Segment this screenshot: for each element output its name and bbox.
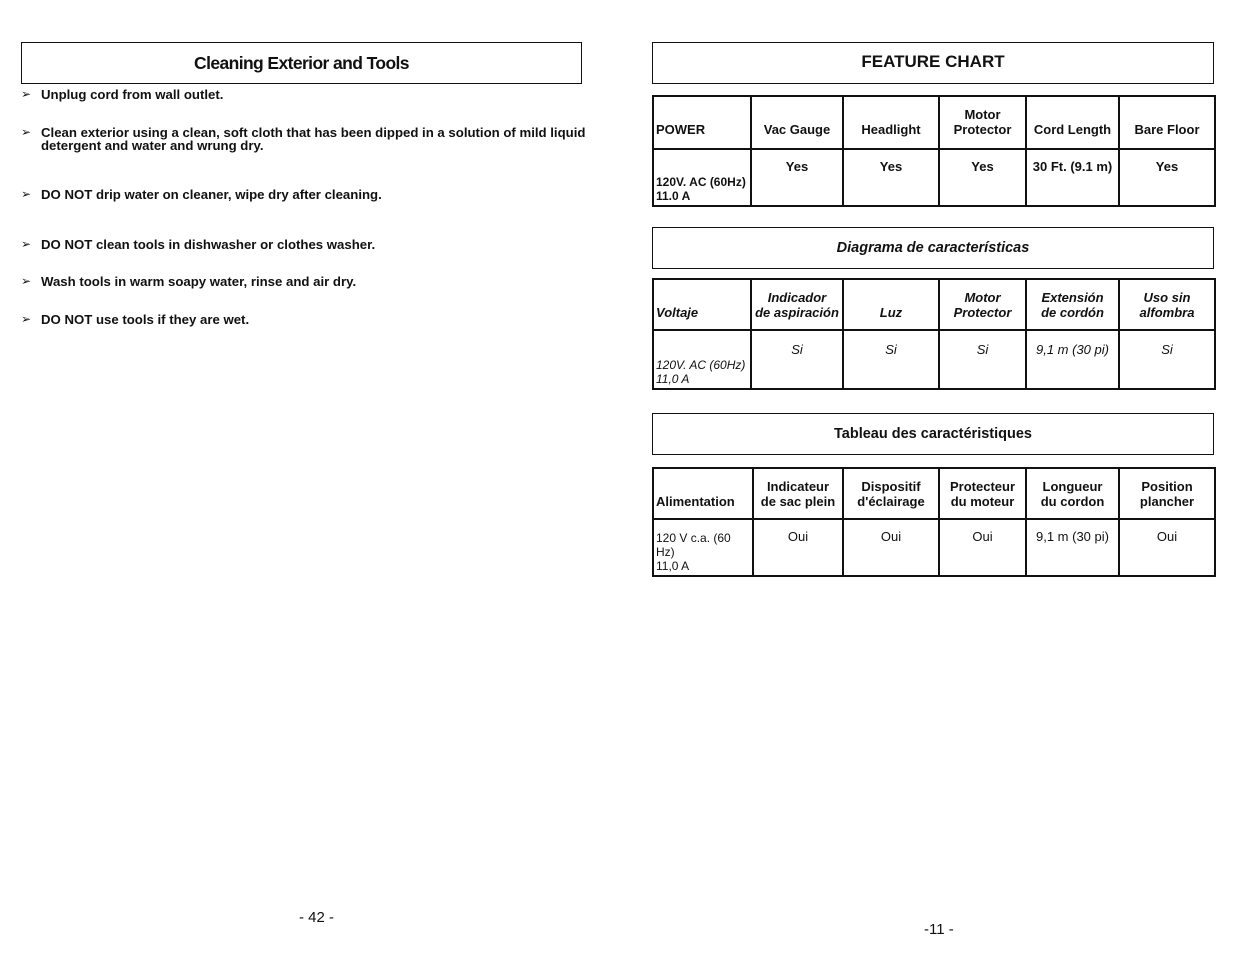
list-item-text: Unplug cord from wall outlet. <box>41 87 224 102</box>
header-cell: Indicateur de sac plein <box>753 468 843 519</box>
list-item <box>21 188 591 201</box>
value-cell: Si <box>1119 330 1215 389</box>
table-header-row <box>653 468 1215 519</box>
header-cell: Luz <box>843 279 939 330</box>
header-cell: Extensión de cordón <box>1026 279 1119 330</box>
header-cell: Voltaje <box>653 279 751 330</box>
feature-chart-title: FEATURE CHART <box>652 42 1214 84</box>
value-cell: Oui <box>753 519 843 576</box>
arrow-bullet-icon: ➢ <box>21 274 32 288</box>
value-cell: Si <box>843 330 939 389</box>
list-item <box>21 313 591 326</box>
header-cell: Headlight <box>843 96 939 149</box>
header-cell: Vac Gauge <box>751 96 843 149</box>
header-cell: POWER <box>653 96 751 149</box>
page-number-right: -11 - <box>924 921 954 938</box>
header-cell: Motor Protector <box>939 279 1026 330</box>
value-cell: Yes <box>751 149 843 206</box>
header-cell: Alimentation <box>653 468 753 519</box>
value-cell: Yes <box>843 149 939 206</box>
header-cell: Longueur du cordon <box>1026 468 1119 519</box>
list-item-text: Wash tools in warm soapy water, rinse and air dry. <box>41 274 357 289</box>
arrow-bullet-icon: ➢ <box>21 125 32 139</box>
value-cell: 120V. AC (60Hz) 11,0 A <box>653 330 751 389</box>
header-cell: Uso sin alfombra <box>1119 279 1215 330</box>
table-row <box>653 330 1215 389</box>
list-item-text: DO NOT clean tools in dishwasher or clothes washer. <box>41 237 376 252</box>
header-cell: Bare Floor <box>1119 96 1215 149</box>
feature-table-spanish <box>652 278 1216 390</box>
list-item-text: DO NOT drip water on cleaner, wipe dry after cleaning. <box>41 187 382 202</box>
table-header-row <box>653 96 1215 149</box>
value-cell: Yes <box>939 149 1026 206</box>
value-cell: Si <box>751 330 843 389</box>
value-cell: 30 Ft. (9.1 m) <box>1026 149 1119 206</box>
value-cell: 120V. AC (60Hz) 11.0 A <box>653 149 751 206</box>
arrow-bullet-icon: ➢ <box>21 187 32 201</box>
feature-table-english <box>652 95 1216 207</box>
feature-chart-title-french: Tableau des caractéristiques <box>652 413 1214 455</box>
feature-chart-title-spanish: Diagrama de características <box>652 227 1214 269</box>
header-cell: Indicador de aspiración <box>751 279 843 330</box>
value-cell: Oui <box>843 519 939 576</box>
page-number-left: - 42 - <box>299 909 335 926</box>
value-cell: 9,1 m (30 pi) <box>1026 330 1119 389</box>
header-cell: Dispositif d'éclairage <box>843 468 939 519</box>
header-cell: Motor Protector <box>939 96 1026 149</box>
list-item <box>21 126 591 152</box>
header-cell: Protecteur du moteur <box>939 468 1026 519</box>
value-cell: Si <box>939 330 1026 389</box>
arrow-bullet-icon: ➢ <box>21 237 32 251</box>
value-cell: 120 V c.a. (60 Hz) 11,0 A <box>653 519 753 576</box>
section-title: Cleaning Exterior and Tools <box>21 42 582 84</box>
value-cell: 9,1 m (30 pi) <box>1026 519 1119 576</box>
arrow-bullet-icon: ➢ <box>21 87 32 101</box>
list-item <box>21 275 591 288</box>
table-row <box>653 149 1215 206</box>
feature-table-french <box>652 467 1216 577</box>
table-header-row <box>653 279 1215 330</box>
value-cell: Oui <box>1119 519 1215 576</box>
value-cell: Yes <box>1119 149 1215 206</box>
table-row <box>653 519 1215 576</box>
list-item <box>21 238 591 251</box>
list-item <box>21 88 591 101</box>
arrow-bullet-icon: ➢ <box>21 312 32 326</box>
header-cell: Position plancher <box>1119 468 1215 519</box>
list-item-text: Clean exterior using a clean, soft cloth that has been dipped in a solution of mild liquid detergent and water and wrung dry. <box>41 125 586 153</box>
header-cell: Cord Length <box>1026 96 1119 149</box>
list-item-text: DO NOT use tools if they are wet. <box>41 312 250 327</box>
value-cell: Oui <box>939 519 1026 576</box>
